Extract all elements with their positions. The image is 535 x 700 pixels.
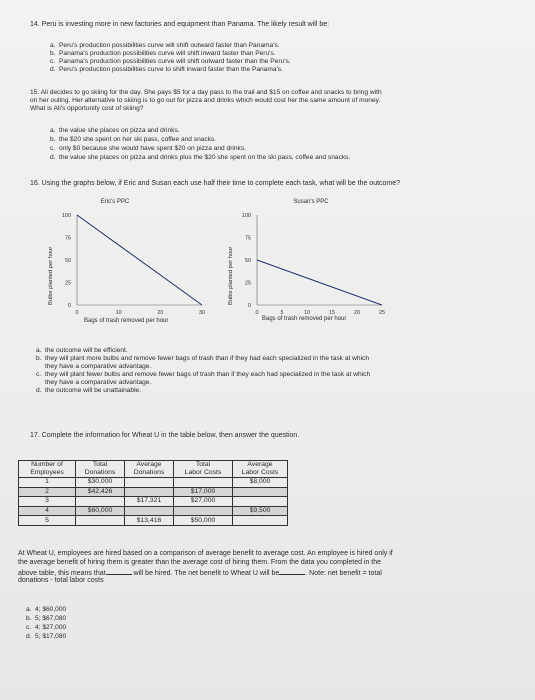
susan-x-tick-label: 5 [280, 310, 284, 316]
table-cell[interactable] [125, 487, 174, 497]
susan-chart-title: Susan's PPC [293, 199, 329, 205]
col-average-labor-header: Average Labor Costs [233, 461, 288, 478]
table-cell: 2 [19, 487, 76, 497]
table-cell[interactable] [76, 516, 125, 526]
susan-y-tick-label: 0 [248, 303, 251, 309]
table-cell[interactable] [233, 516, 288, 526]
q15-option-c[interactable]: c. only $0 because she would have spent $20 on pizza and drinks. [50, 145, 246, 152]
susan-y-tick-label: 100 [242, 213, 251, 219]
q15-option-a[interactable]: a. the value she places on pizza and drinks. [50, 127, 180, 134]
table-cell: $17,321 [125, 497, 174, 507]
table-cell: 1 [19, 478, 76, 488]
susan-y-axis-label: Bulbs planted per hour [228, 246, 234, 305]
q16-option-b[interactable]: b. they will plant more bulbs and remove fewer bags of trash than if they had each specialized in the task at which [36, 355, 370, 362]
q17-option-d[interactable]: d. 5; $17,080 [26, 633, 67, 640]
table-cell[interactable] [76, 497, 125, 507]
eric-y-tick-label: 0 [68, 303, 71, 309]
table-cell[interactable] [233, 487, 288, 497]
q17-paragraph-line2: the average benefit of hiring them is greater than the average cost of hiring them. From the data you completed in the [18, 559, 382, 566]
susan-x-tick-label: 0 [255, 310, 259, 316]
table-header-row [19, 461, 288, 478]
table-cell: $17,000 [174, 487, 233, 497]
blank-net-benefit[interactable] [279, 568, 305, 575]
susan-y-tick-label: 25 [245, 280, 251, 287]
table-cell: $60,000 [76, 506, 125, 516]
q14-option-c[interactable]: c. Panama's production possibilities curve will shift outward faster than the Peru's. [50, 58, 291, 65]
q16-option-c[interactable]: c. they will plant fewer bulbs and remove fewer bags of trash than if they each had specialized in the task at which [36, 371, 371, 378]
col-average-donations-header: Average Donations [125, 461, 174, 478]
table-cell: 5 [19, 516, 76, 526]
eric-y-tick-label: 50 [65, 258, 71, 264]
table-cell: $50,000 [174, 516, 233, 526]
eric-y-tick-label: 25 [65, 280, 71, 287]
table-cell[interactable] [125, 506, 174, 516]
table-cell[interactable] [174, 478, 233, 488]
q15-option-d[interactable]: d. the value she places on pizza and drinks plus the $20 she spent on the ski pass, coffee and snacks. [50, 154, 351, 161]
table-cell: $42,426 [76, 487, 125, 497]
wheat-u-table [18, 460, 288, 526]
col-employees-header: Number of Employees [19, 461, 76, 478]
eric-x-tick-label: 30 [199, 310, 205, 316]
eric-ppc-line [77, 215, 202, 305]
susan-x-tick-label: 20 [354, 310, 360, 316]
eric-x-tick-label: 0 [75, 310, 79, 316]
q17-stem: 17. Complete the information for Wheat U in the table below, then answer the question. [30, 432, 300, 439]
susan-x-axis-label: Bags of trash removed per hour [262, 316, 347, 322]
q16-option-c-line2: they have a comparative advantage. [45, 379, 152, 386]
eric-y-tick-label: 75 [65, 235, 71, 242]
q17-option-a[interactable]: a. 4; $60,000 [26, 606, 67, 613]
table-row [19, 487, 288, 497]
q17-paragraph-line1: At Wheat U, employees are hired based on a comparison of average benefit to average cost. An employee is hired only if [18, 550, 393, 557]
table-cell: $13,416 [125, 516, 174, 526]
eric-y-axis-label: Bulbs planted per hour [48, 246, 54, 305]
susan-plot [235, 205, 400, 317]
q15-stem-line1: 15. Ali decides to go skiing for the day. She pays $5 for a day pass to the trail and $15 on coffee and snacks to bring with [30, 89, 382, 96]
susan-x-tick-label: 25 [379, 310, 385, 316]
q14-option-d[interactable]: d. Peru's production possibilities curve to shift inward faster than the Panama's. [50, 66, 283, 73]
susan-y-tick-label: 50 [245, 258, 251, 264]
col-total-donations-header: Total Donations [76, 461, 125, 478]
susan-ppc-line [257, 260, 382, 305]
eric-x-tick-label: 10 [115, 310, 122, 316]
table-cell[interactable] [174, 506, 233, 516]
eric-plot [55, 205, 220, 317]
table-row [19, 497, 288, 507]
q17-paragraph-line3: above table, this means that will be hired. The net benefit to Wheat U will be . Note: net benefit = total [18, 570, 382, 577]
q15-stem-line2: on her outing. Her alternative to skiing is to go out for pizza and drinks which would cost her the same amount of money. [30, 97, 381, 104]
q16-option-b-line2: they have a comparative advantage. [45, 363, 152, 370]
q15-option-b[interactable]: b. the $20 she spent on her ski pass, coffee and snacks. [50, 136, 217, 143]
q14-option-a[interactable]: a. Peru's production possibilities curve will shift outward faster than Panama's. [50, 42, 280, 49]
table-cell: 3 [19, 497, 76, 507]
table-cell: $9,500 [233, 506, 288, 516]
eric-x-axis-label: Bags of trash removed per hour [84, 318, 169, 324]
table-cell[interactable] [125, 478, 174, 488]
table-cell: $27,000 [174, 497, 233, 507]
eric-x-tick-label: 20 [157, 310, 164, 316]
susan-x-tick-label: 10 [304, 310, 310, 316]
table-row [19, 506, 288, 516]
table-row [19, 478, 288, 488]
q16-option-a[interactable]: a. the outcome will be efficient. [36, 347, 128, 354]
table-cell: 4 [19, 506, 76, 516]
q14-option-b[interactable]: b. Panama's production possibilities curve will shift inward faster than Peru's. [50, 50, 276, 57]
q17-option-b[interactable]: b. 5; $67,080 [26, 615, 67, 622]
q16-stem: 16. Using the graphs below, if Eric and Susan each use half their time to complete each task, what will be the outcome? [30, 180, 401, 187]
q17-option-c[interactable]: c. 4; $27,000 [26, 624, 67, 631]
q15-stem-line3: What is Ali's opportunity cost of skiing? [30, 105, 144, 112]
q14-stem: 14. Peru is investing more in new factories and equipment than Panama. The likely result will be: [30, 21, 330, 28]
table-row [19, 516, 288, 526]
eric-y-tick-label: 100 [62, 213, 71, 219]
table-cell: $8,000 [233, 478, 288, 488]
col-total-labor-header: Total Labor Costs [174, 461, 233, 478]
susan-y-tick-label: 75 [245, 235, 251, 242]
eric-chart-title: Eric's PPC [100, 199, 130, 205]
q17-paragraph-line4: donations - total labor costs [18, 577, 104, 584]
q16-option-d[interactable]: d. the outcome will be unattainable. [36, 387, 142, 394]
table-cell[interactable] [233, 497, 288, 507]
susan-x-tick-label: 15 [329, 310, 335, 316]
blank-employees[interactable] [106, 568, 132, 575]
table-cell: $30,000 [76, 478, 125, 488]
